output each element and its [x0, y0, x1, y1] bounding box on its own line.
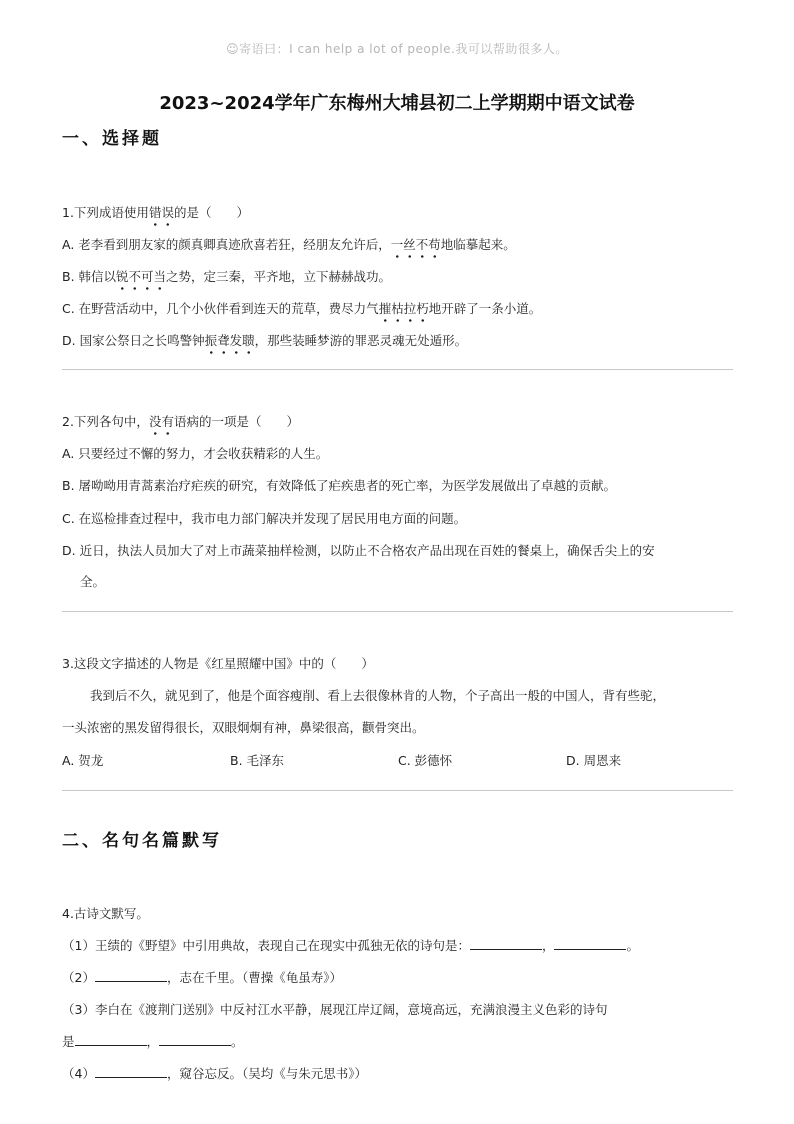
- question-3-passage-line-2: 一头浓密的黑发留得很长，双眼炯炯有神，鼻梁很高，颧骨突出。: [62, 720, 425, 735]
- question-4-item-1: [62, 936, 639, 954]
- question-4-stem: 4.古诗文默写。: [62, 906, 149, 921]
- question-2-option-b: B. 屠呦呦用青蒿素治疗疟疾的研究，有效降低了疟疾患者的死亡率，为医学发展做出了卓越的贡献。: [62, 478, 617, 493]
- question-2-option-d-cont: 全。: [80, 574, 106, 589]
- answer-blank[interactable]: [554, 937, 626, 950]
- question-1-stem: [62, 203, 249, 221]
- punct: ，: [541, 938, 555, 953]
- question-3-option-d: D. 周恩来: [566, 753, 622, 768]
- question-2-option-d: D. 近日，执法人员加大了对上市蔬菜抽样检测，以防止不合格农产品出现在百姓的餐桌上，确保舌尖上的安: [62, 543, 655, 558]
- watermark: ☺寄语曰：I can help a lot of people.我可以帮助很多人。: [226, 42, 568, 56]
- question-4-item-4: [62, 1064, 367, 1082]
- question-2-option-c: C. 在巡检排查过程中，我市电力部门解决并发现了居民用电方面的问题。: [62, 511, 467, 526]
- item-text: （1）王绩的《野望》中引用典故，表现自己在现实中孤独无依的诗句是：: [62, 938, 470, 953]
- question-4-item-3: （3）李白在《渡荆门送别》中反衬江水平静，展现江岸辽阔，意境高远，充满浪漫主义色彩的诗句: [62, 1002, 608, 1017]
- emphasis-text: 错误: [148, 205, 174, 220]
- stem-text: 的是（ ）: [173, 205, 249, 220]
- punct: ，: [146, 1034, 160, 1049]
- question-1-option-d: [62, 331, 467, 349]
- option-text: 地开辟了一条小道。: [428, 301, 542, 316]
- option-text: D. 国家公祭日之长鸣警钟: [62, 333, 205, 348]
- question-1-option-b: [62, 267, 391, 285]
- question-3-stem: 3.这段文字描述的人物是《红星照耀中国》中的（ ）: [62, 656, 374, 671]
- question-4-item-3-cont: [62, 1032, 244, 1050]
- punct: 。: [626, 938, 639, 953]
- stem-text: 1.下列成语使用: [62, 205, 149, 220]
- option-text: ，那些装睡梦游的罪恶灵魂无处遁形。: [254, 333, 468, 348]
- item-text: （4）: [62, 1066, 95, 1081]
- option-text: C. 在野营活动中，几个小伙伴看到连天的荒草，费尽力气: [62, 301, 379, 316]
- item-text: ，志在千里。（曹操《龟虽寿》）: [166, 970, 342, 985]
- item-text: 是: [62, 1034, 75, 1049]
- answer-blank[interactable]: [470, 937, 542, 950]
- question-2-option-a: A. 只要经过不懈的努力，才会收获精彩的人生。: [62, 446, 329, 461]
- stem-text: 2.下列各句中，: [62, 414, 149, 429]
- option-text: A. 老李看到朋友家的颜真卿真迹欣喜若狂，经朋友允许后，: [62, 237, 391, 252]
- option-text: 地临摹起来。: [440, 237, 516, 252]
- section-heading-choice: 一、选择题: [62, 129, 162, 149]
- item-text: ，窥谷忘反。（吴均《与朱元思书》）: [166, 1066, 367, 1081]
- page-title: 2023~2024学年广东梅州大埔县初二上学期期中语文试卷: [159, 93, 635, 114]
- emphasis-text: 一丝不苟: [390, 237, 441, 252]
- answer-blank[interactable]: [75, 1033, 147, 1046]
- divider: [62, 369, 733, 370]
- question-1-option-a: [62, 235, 516, 253]
- answer-blank[interactable]: [95, 1065, 167, 1078]
- question-3-option-c: C. 彭德怀: [398, 753, 453, 768]
- question-3-passage-line-1: 我到后不久，就见到了，他是个面容瘦削、看上去很像林肯的人物，个子高出一般的中国人，背有些驼，: [90, 688, 666, 703]
- stem-text: 语病的一项是（ ）: [173, 414, 299, 429]
- option-text: 之势，定三秦，平齐地，立下赫赫战功。: [166, 269, 392, 284]
- emphasis-text: 摧枯拉朽: [378, 301, 429, 316]
- item-text: （2）: [62, 970, 95, 985]
- answer-blank[interactable]: [159, 1033, 231, 1046]
- punct: 。: [231, 1034, 244, 1049]
- option-text: B. 韩信以: [62, 269, 117, 284]
- divider: [62, 790, 733, 791]
- divider: [62, 611, 733, 612]
- question-1-option-c: [62, 299, 541, 317]
- emphasis-text: 锐不可当: [116, 269, 167, 284]
- question-4-item-2: [62, 968, 342, 986]
- answer-blank[interactable]: [95, 969, 167, 982]
- question-3-option-b: B. 毛泽东: [230, 753, 285, 768]
- section-heading-recitation: 二、名句名篇默写: [62, 831, 222, 851]
- question-2-stem: [62, 412, 299, 430]
- emphasis-text: 振聋发聩: [204, 333, 255, 348]
- question-3-option-a: A. 贺龙: [62, 753, 104, 768]
- emphasis-text: 没有: [148, 414, 174, 429]
